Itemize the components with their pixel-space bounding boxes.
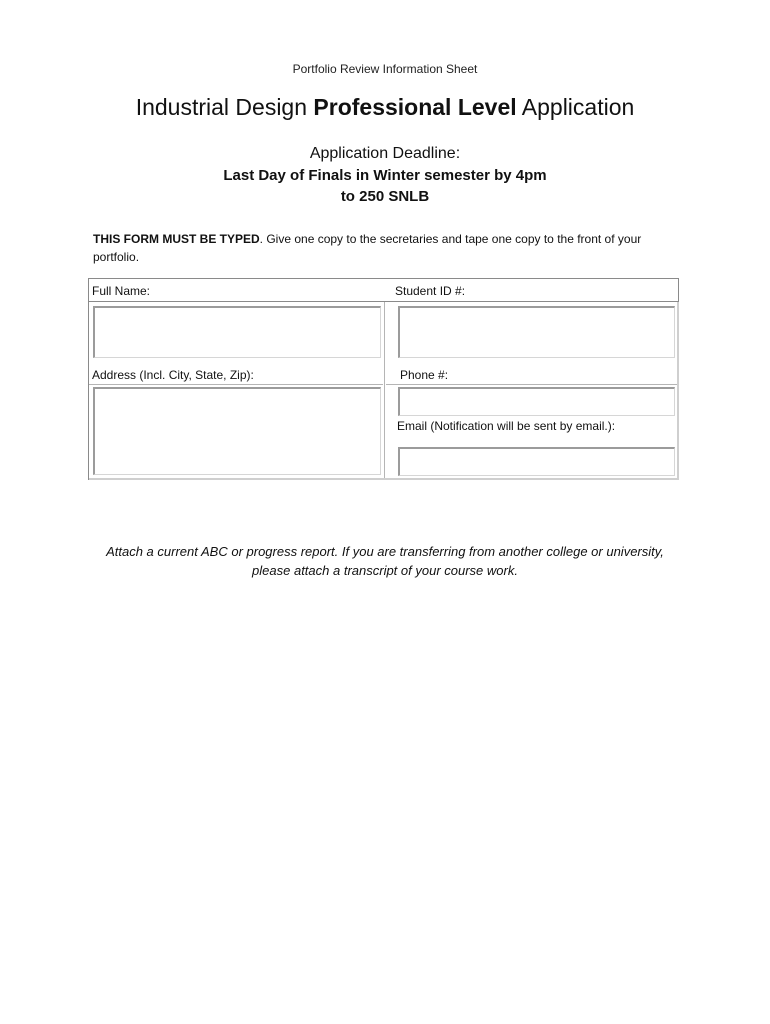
instructions-text: . Give one copy to the secretaries and tape one copy to the front of your portfolio. <box>93 232 642 264</box>
right-edge-shadow <box>677 302 679 480</box>
id-phone-divider <box>386 384 677 385</box>
sheet-subtitle: Portfolio Review Information Sheet <box>292 62 478 76</box>
email-input[interactable] <box>398 447 675 476</box>
phone-label: Phone #: <box>400 368 449 382</box>
attachment-note-line-2: please attach a transcript of your course work. <box>252 563 518 578</box>
student-id-label: Student ID #: <box>395 284 466 298</box>
deadline-line-1: Last Day of Finals in Winter semester by 4pm <box>223 167 547 184</box>
column-divider <box>384 302 385 480</box>
attachment-note <box>0 542 770 580</box>
page-title <box>0 94 770 121</box>
phone-input[interactable] <box>398 387 675 416</box>
title-part-2: Application <box>516 94 635 120</box>
deadline-line-2: to 250 SNLB <box>340 188 430 205</box>
address-label: Address (Incl. City, State, Zip): <box>92 368 254 382</box>
title-part-1: Industrial Design <box>135 94 314 120</box>
name-address-divider <box>89 384 383 385</box>
form-instructions <box>93 230 683 266</box>
address-input[interactable] <box>93 387 381 475</box>
full-name-input[interactable] <box>93 306 381 358</box>
instructions-bold: THIS FORM MUST BE TYPED <box>93 232 260 246</box>
form-header-row <box>88 278 679 302</box>
email-label: Email (Notification will be sent by email.): <box>397 419 616 433</box>
deadline-label: Application Deadline: <box>309 145 461 162</box>
title-bold-part: Professional Level <box>313 94 517 120</box>
bottom-edge-shadow <box>89 478 679 480</box>
attachment-note-line-1: Attach a current ABC or progress report. If you are transferring from another college or university, <box>106 544 664 559</box>
full-name-label: Full Name: <box>92 284 151 298</box>
student-id-input[interactable] <box>398 306 675 358</box>
